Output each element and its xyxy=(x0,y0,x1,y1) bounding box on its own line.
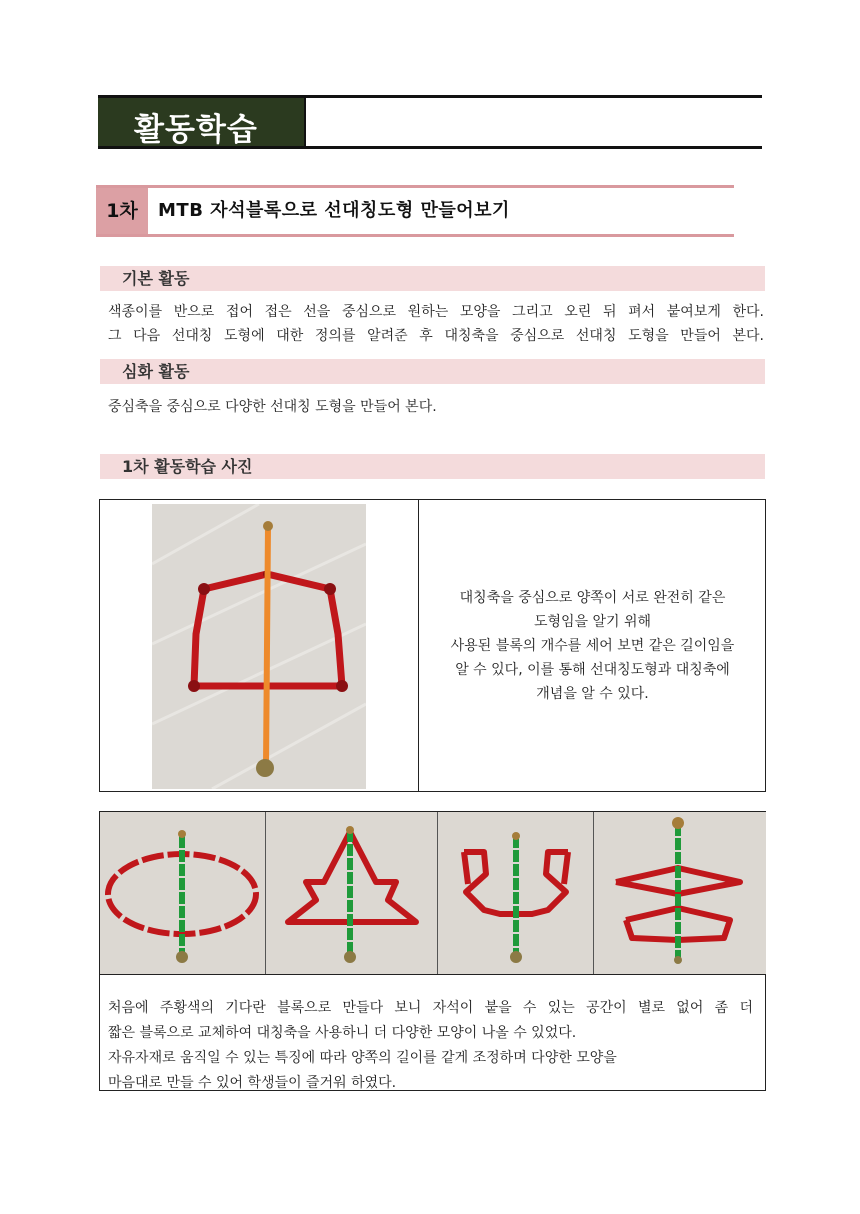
advanced-activity-text xyxy=(108,395,764,419)
photos-heading: 1차 활동학습 사진 xyxy=(100,454,765,479)
basic-line: 그 다음 선대칭 도형에 대한 정의를 알려준 후 대칭축을 중심으로 선대칭 도형을 만들어 본다. xyxy=(108,328,764,344)
photo-illustration xyxy=(438,812,594,974)
photo-tree-shape xyxy=(266,812,438,974)
description-line: 처음에 주황색의 기다란 블록으로 만들다 보니 자석이 붙을 수 있는 공간이 별로 없어 좀 더 xyxy=(108,1000,753,1016)
photo-illustration xyxy=(266,812,438,974)
photo-oval-shape xyxy=(100,812,266,974)
photo-vase-shape xyxy=(438,812,594,974)
lesson-number: 1차 xyxy=(96,188,148,234)
caption-line: 사용된 블록의 개수를 세어 보면 같은 길이임을 xyxy=(450,638,735,654)
title-divider xyxy=(304,98,306,146)
photo-table-variations xyxy=(99,811,766,1091)
photo-illustration xyxy=(100,812,266,974)
basic-activity-text xyxy=(108,300,764,348)
photo-row xyxy=(100,812,765,975)
photo-orange-axis-shape xyxy=(152,504,366,789)
lesson-heading xyxy=(96,185,734,237)
photo-description xyxy=(108,996,753,1096)
page-title: 활동학습 xyxy=(134,112,258,148)
page-title-bar xyxy=(98,95,762,149)
photo-table-main xyxy=(99,499,766,792)
page-title-box xyxy=(98,98,304,146)
photo-trapezoid-shape xyxy=(594,812,766,974)
photo-caption xyxy=(420,586,765,706)
basic-line: 색종이를 반으로 접어 접은 선을 중심으로 원하는 모양을 그리고 오린 뒤 펴서 붙여보게 한다. xyxy=(108,304,764,320)
lesson-title: MTB 자석블록으로 선대칭도형 만들어보기 xyxy=(158,200,510,221)
photo-illustration xyxy=(594,812,766,974)
caption-line: 도형임을 알기 위해 xyxy=(533,614,652,630)
table-divider xyxy=(418,500,419,791)
description-line: 짧은 블록으로 교체하여 대칭축을 사용하니 더 다양한 모양이 나올 수 있었다. xyxy=(108,1025,577,1041)
caption-line: 알 수 있다, 이를 통해 선대칭도형과 대칭축에 xyxy=(455,662,730,678)
caption-line: 대칭축을 중심으로 양쪽이 서로 완전히 같은 xyxy=(459,590,726,606)
basic-activity-heading: 기본 활동 xyxy=(100,266,765,291)
description-line: 자유자재로 움직일 수 있는 특징에 따라 양쪽의 길이를 같게 조정하며 다양한 모양을 xyxy=(108,1050,617,1066)
photo-illustration xyxy=(152,504,366,789)
advanced-line: 중심축을 중심으로 다양한 선대칭 도형을 만들어 본다. xyxy=(108,399,437,415)
caption-line: 개념을 알 수 있다. xyxy=(536,686,649,702)
description-line: 마음대로 만들 수 있어 학생들이 즐거워 하였다. xyxy=(108,1075,397,1091)
advanced-activity-heading: 심화 활동 xyxy=(100,359,765,384)
